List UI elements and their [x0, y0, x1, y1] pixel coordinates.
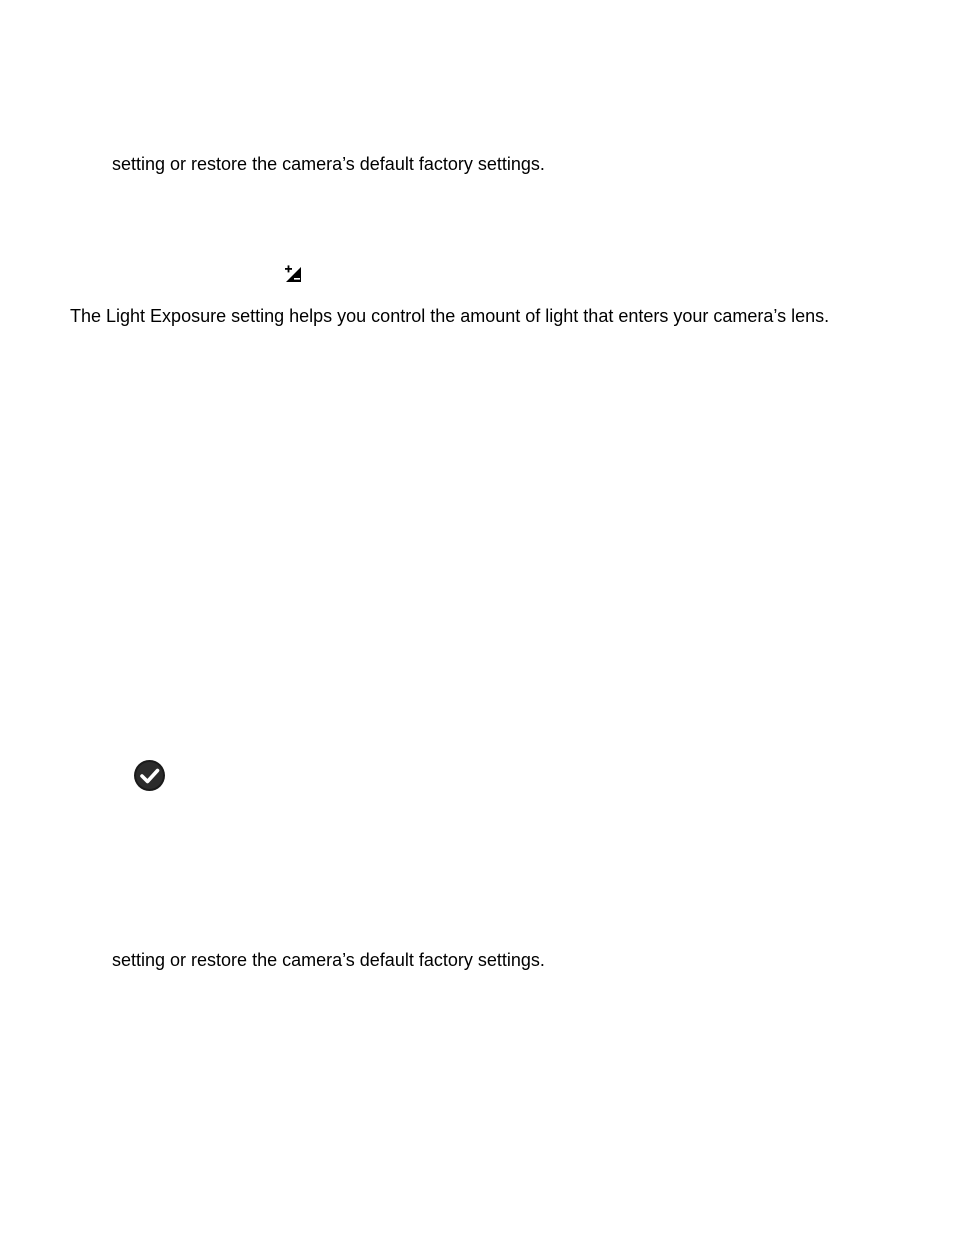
- restore-settings-text-bottom: setting or restore the camera’s default factory settings.: [112, 950, 545, 970]
- exposure-compensation-icon: [283, 265, 303, 283]
- restore-settings-text-top: setting or restore the camera’s default factory settings.: [112, 154, 545, 174]
- checkmark-circle-icon: [133, 759, 166, 792]
- light-exposure-description: The Light Exposure setting helps you control the amount of light that enters your camera’s lens.: [70, 306, 830, 326]
